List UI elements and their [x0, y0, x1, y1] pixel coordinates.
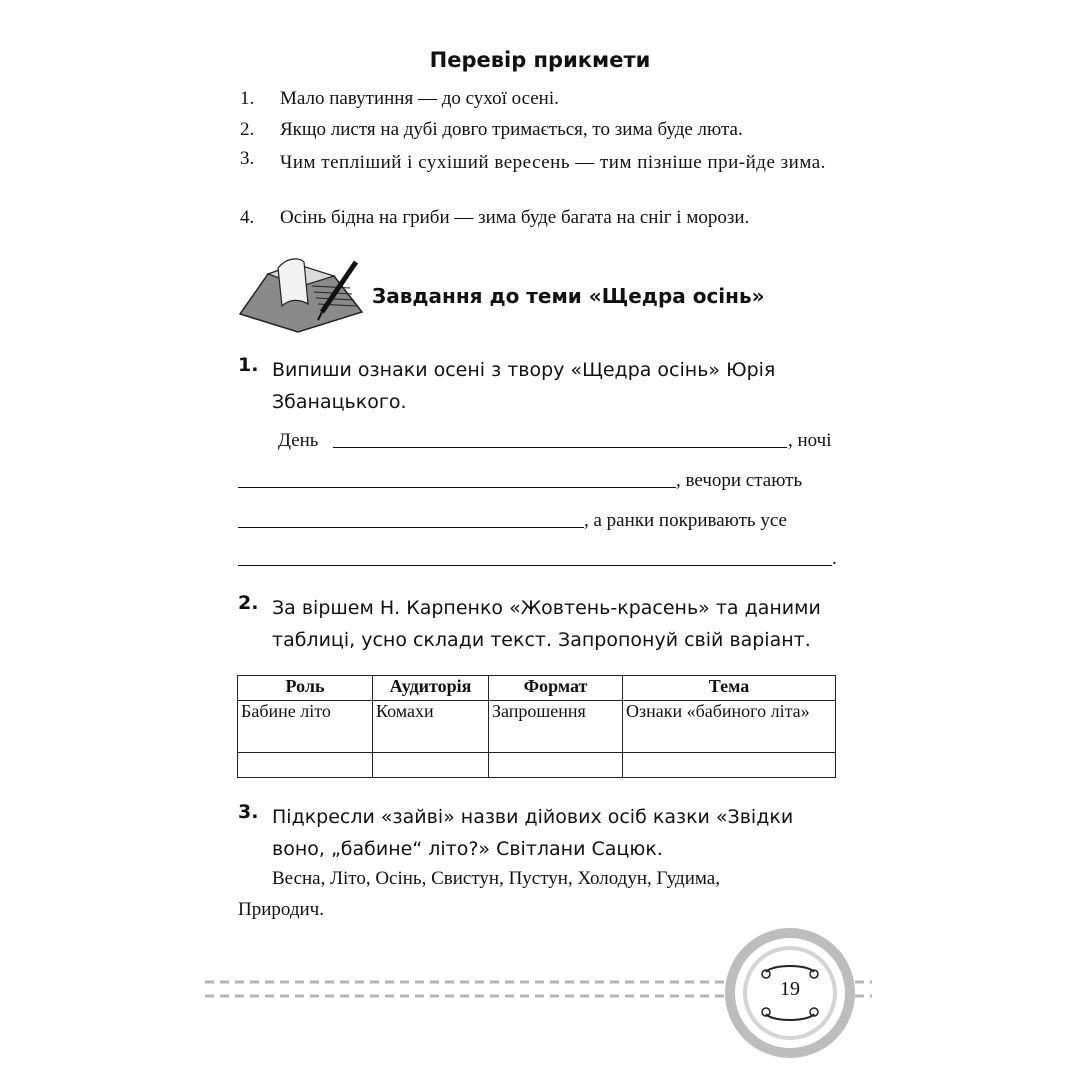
sign-number: 4. — [240, 207, 255, 228]
table-cell: Ознаки «бабиного літа» — [623, 701, 836, 753]
table-cell: Бабине літо — [238, 701, 373, 753]
task-text: За віршем Н. Карпенко «Жовтень-красень» та даними таблиці, усно склади текст. Запропонуй свій варіант. — [272, 597, 821, 651]
fill-label-mornings: , а ранки покривають усе — [584, 510, 787, 531]
task-number: 1. — [238, 354, 259, 376]
sign-text: Чим тепліший і сухіший вересень — тим пізніше при-йде зима. — [280, 152, 826, 173]
fill-label-nights: , ночі — [788, 430, 832, 451]
section-heading: Завдання до теми «Щедра осінь» — [372, 284, 765, 308]
table-header: Тема — [623, 676, 836, 701]
task-text: Випиши ознаки осені з твору «Щедра осінь» Юрія Збанацького. — [272, 359, 776, 413]
table-header: Аудиторія — [373, 676, 489, 701]
sign-number: 3. — [240, 148, 255, 169]
sign-text: Мало павутиння — до сухої осені. — [280, 88, 559, 109]
page-title: Перевір прикмети — [429, 48, 651, 72]
table-header: Формат — [489, 676, 623, 701]
task-number: 3. — [238, 801, 259, 823]
table-header: Роль — [238, 676, 373, 701]
task-number: 2. — [238, 592, 259, 614]
fill-label-day: День — [278, 430, 319, 451]
sign-number: 2. — [240, 119, 255, 140]
sign-text: Осінь бідна на гриби — зима буде багата на сніг і морози. — [280, 207, 750, 228]
fill-label-evenings: , вечори стають — [676, 470, 803, 491]
page-number: 19 — [780, 978, 800, 1000]
characters-line: Весна, Літо, Осінь, Свистун, Пустун, Холодун, Гудима, — [272, 868, 720, 889]
sign-text: Якщо листя на дубі довго тримається, то зима буде люта. — [280, 119, 743, 140]
characters-line: Природич. — [238, 899, 324, 920]
table-cell: Комахи — [373, 701, 489, 753]
fill-end-dot: . — [832, 548, 837, 569]
sign-number: 1. — [240, 88, 255, 109]
table-cell: Запрошення — [489, 701, 623, 753]
task-text: Підкресли «зайві» назви дійових осіб казки «Звідки воно, „бабине“ літо?» Світлани Сацюк. — [272, 806, 794, 860]
